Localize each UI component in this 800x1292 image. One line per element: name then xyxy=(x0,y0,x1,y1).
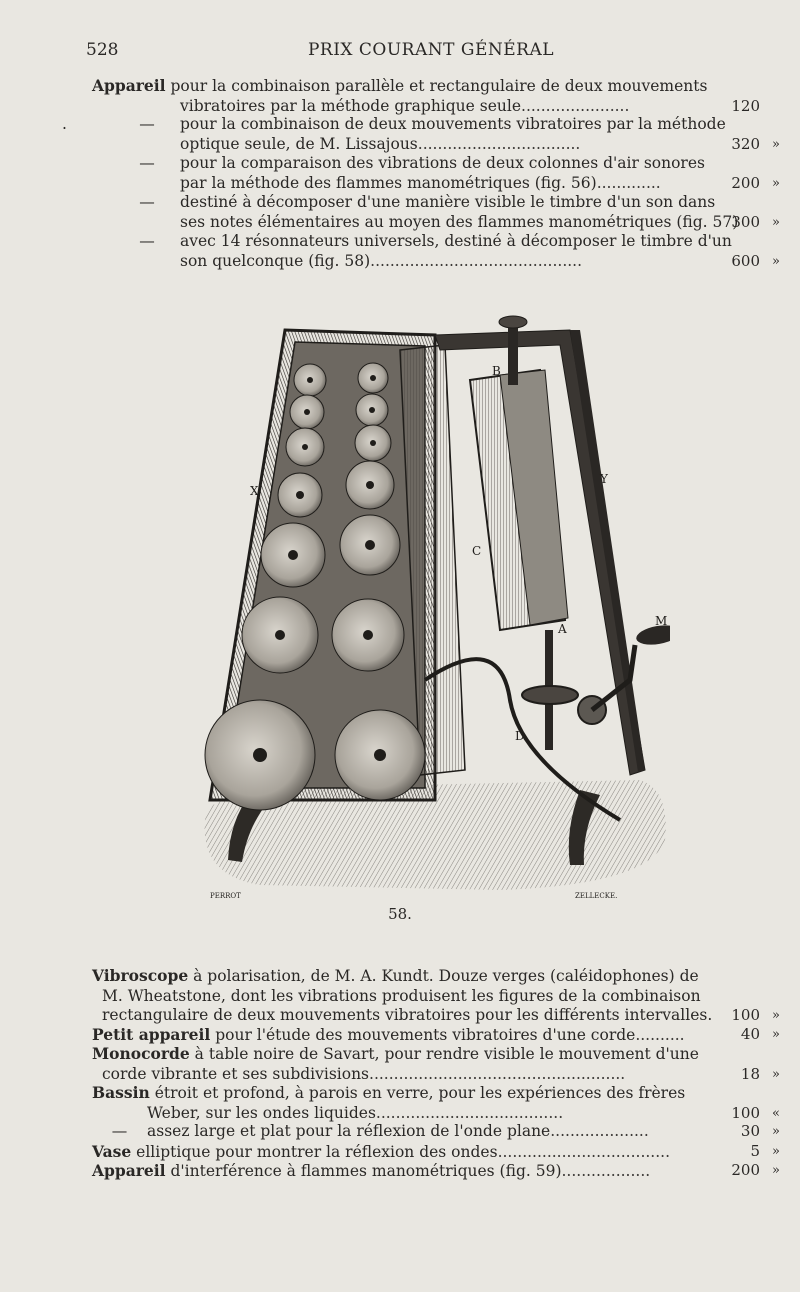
entry-price: 200 xyxy=(731,1161,760,1179)
entry-lead: Vase xyxy=(92,1141,132,1161)
label-m: M xyxy=(655,614,668,628)
entry-dash: — xyxy=(139,115,155,133)
entry-mark: » xyxy=(772,175,780,191)
entry-text: pour l'étude des mouvements vibratoires d'une corde xyxy=(210,1025,636,1044)
catalog-entry xyxy=(92,966,780,1025)
entry-lead: Petit appareil xyxy=(92,1024,211,1044)
catalog-entry: Appareil pour la combinaison parallèle et rectangulaire de deux mouvements vibratoires par la méthode graphique seule...................... 120 xyxy=(92,76,760,115)
label-d: D xyxy=(515,729,525,743)
entry-mark: « xyxy=(772,1105,780,1121)
entry-price: 30 xyxy=(740,1122,760,1140)
catalog-entry: Bassin étroit et profond, à parois en verre, pour les expériences des frères Weber, sur les ondes liquides...................................... 100 « xyxy=(92,1083,780,1122)
catalog-entry: . — pour la combinaison de deux mouvements vibratoires par la méthode optique seule, de M. Lissajous................................. 320 » xyxy=(62,115,780,153)
catalog-entry: — assez large et plat pour la réflexion de l'onde plane.................... 30 » xyxy=(92,1122,772,1142)
entry-price: 200 xyxy=(731,173,760,192)
entry-text: pour la combinaison de deux mouvements vibratoires par la méthode xyxy=(180,115,726,133)
apparatus-engraving xyxy=(200,300,670,900)
entry-text: elliptique pour montrer la réflexion des ondes xyxy=(131,1142,498,1161)
entry-dash: — xyxy=(111,1122,128,1140)
entry-text: ses notes élémentaires au moyen des flammes manométriques (fig. 57) xyxy=(180,212,739,231)
entry-price: 100 xyxy=(731,1103,760,1122)
entry-text: destiné à décomposer d'une manière visible le timbre d'un son dans xyxy=(180,193,716,211)
entry-lead: Bassin xyxy=(92,1083,150,1102)
catalog-entry xyxy=(92,193,780,232)
entry-text: vibratoires par la méthode graphique seule xyxy=(180,96,522,115)
engraver-signature-left: PERROT xyxy=(210,892,241,900)
label-b: B xyxy=(492,364,501,378)
catalog-entry: Appareil d'interférence à flammes manométriques (fig. 59).................. 200 » xyxy=(92,1161,780,1180)
entry-text: son quelconque (fig. 58) xyxy=(180,251,371,270)
entry-price: 300 xyxy=(731,212,760,231)
entry-price: 120 xyxy=(731,96,760,115)
label-a: A xyxy=(558,622,567,636)
entry-text: corde vibrante et ses subdivisions xyxy=(102,1064,370,1083)
entry-mark: » xyxy=(772,1163,780,1178)
entry-text: assez large et plat pour la réflexion de l'onde plane xyxy=(147,1122,551,1140)
entry-text: Weber, sur les ondes liquides xyxy=(147,1103,376,1122)
entry-mark: » xyxy=(772,1124,780,1139)
entry-mark: » xyxy=(772,214,780,230)
entry-lead: Vibroscope xyxy=(92,966,189,985)
entry-text: par la méthode des flammes manométriques (fig. 56) xyxy=(180,173,597,192)
entry-dash: — xyxy=(139,193,155,211)
catalog-entry: Vase elliptique pour montrer la réflexion des ondes................................... 5 » xyxy=(92,1141,780,1161)
entry-dash: — xyxy=(139,154,155,172)
label-y: Y xyxy=(600,472,608,486)
entry-dash: — xyxy=(139,232,155,250)
entry-text: à polarisation, de M. A. Kundt. Douze verges (caléidophones) de xyxy=(188,967,699,985)
entry-mark: » xyxy=(772,1008,780,1023)
entry-price: 600 xyxy=(731,251,760,270)
catalog-bottom-list xyxy=(92,966,780,1181)
figure-caption: 58. xyxy=(388,905,412,923)
catalog-entry: — pour la comparaison des vibrations de deux colonnes d'air sonores par la méthode des flammes manométriques (fig. 56)............. 200 » xyxy=(92,154,772,193)
entry-mark: » xyxy=(772,136,780,152)
label-x: X xyxy=(250,484,259,498)
engraver-signature-right: ZELLECKE. xyxy=(575,892,618,900)
entry-text: rectangulaire de deux mouvements vibratoires pour les différents intervalles. xyxy=(102,1006,713,1024)
entry-mark: » xyxy=(772,1143,780,1159)
label-c: C xyxy=(472,544,482,558)
entry-text: pour la combinaison parallèle et rectangulaire de deux mouvements xyxy=(165,77,708,95)
entry-text: M. Wheatstone, dont les vibrations produisent les figures de la combinaison xyxy=(102,986,701,1005)
entry-text: pour la comparaison des vibrations de deux colonnes d'air sonores xyxy=(180,154,705,172)
entry-text: étroit et profond, à parois en verre, pour les expériences des frères xyxy=(149,1084,686,1102)
entry-mark: » xyxy=(772,1066,780,1082)
catalog-entry: Petit appareil pour l'étude des mouvements vibratoires d'une corde.......... 40 » xyxy=(92,1024,780,1044)
entry-text: optique seule, de M. Lissajous xyxy=(180,134,418,153)
page-number: 528 xyxy=(86,40,119,60)
entry-price: 100 xyxy=(731,1006,760,1024)
entry-lead: Appareil xyxy=(92,1161,166,1180)
catalog-top-list xyxy=(62,76,780,271)
entry-price: 40 xyxy=(740,1024,760,1043)
running-title: PRIX COURANT GÉNÉRAL xyxy=(307,40,555,60)
page-header xyxy=(86,40,776,70)
entry-text: à table noire de Savart, pour rendre visible le mouvement d'une xyxy=(189,1045,699,1063)
entry-price: 5 xyxy=(750,1141,760,1160)
catalog-entry: — avec 14 résonnateurs universels, destiné à décomposer le timbre d'un son quelconque (fig. 58)........................................... 600 » xyxy=(92,232,772,271)
entry-lead: Monocorde xyxy=(92,1044,190,1063)
entry-price: 18 xyxy=(740,1064,760,1083)
entry-mark: » xyxy=(772,1026,780,1042)
entry-text: d'interférence à flammes manométriques (fig. 59) xyxy=(165,1162,562,1180)
entry-text: avec 14 résonnateurs universels, destiné à décomposer le timbre d'un xyxy=(180,232,732,250)
entry-mark: » xyxy=(772,253,780,269)
entry-price: 320 xyxy=(731,134,760,153)
catalog-entry: Monocorde à table noire de Savart, pour rendre visible le mouvement d'une corde vibrante et ses subdivisions.................................................... 18 » xyxy=(92,1044,780,1083)
entry-lead: Appareil xyxy=(92,76,166,95)
